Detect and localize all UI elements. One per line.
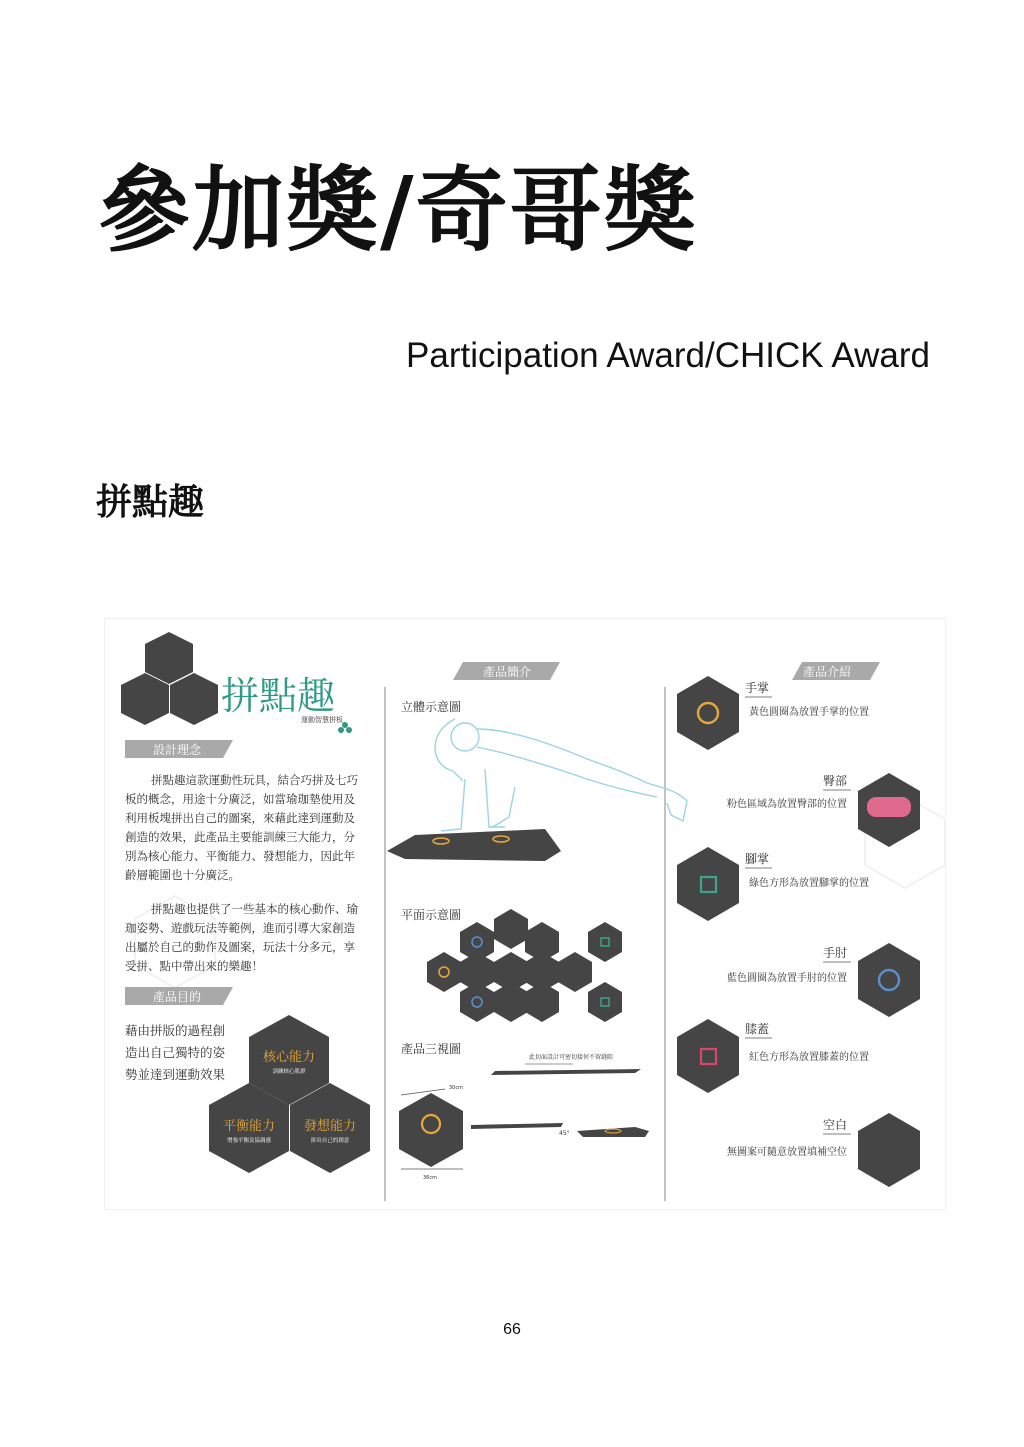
purpose-line: 勢並達到運動效果 — [125, 1067, 226, 1082]
purpose-label: 產品目的 — [153, 990, 202, 1004]
blank-hex — [858, 1113, 920, 1187]
page-subtitle: Participation Award/CHICK Award — [406, 336, 930, 375]
concept-line: 別為核心能力、平衡能力、發想能力，因此年 — [125, 849, 355, 863]
elbow-name: 手肘 — [823, 946, 848, 960]
view3d-label: 立體示意圖 — [401, 700, 462, 714]
hip-name: 臀部 — [823, 774, 848, 788]
idea-ability-sub: 拼出自己的創意 — [310, 1138, 350, 1144]
design-concept-label: 設計理念 — [153, 743, 202, 757]
page-title: 參加獎/奇哥獎 — [98, 157, 698, 264]
concept-line: 出屬於自己的動作及圖案，玩法十分多元，享 — [125, 940, 355, 954]
plan-honeycomb — [427, 909, 622, 1022]
blank-name: 空白 — [823, 1118, 848, 1132]
foot-name: 腳掌 — [745, 852, 770, 866]
elbow-desc: 藍色圓圈為放置手肘的位置 — [727, 973, 847, 984]
concept-line: 創造的效果，此產品主要能訓練三大能力，分 — [125, 830, 355, 844]
section-title: 拼點趣 — [96, 482, 205, 523]
hip-desc: 粉色區域為放置臀部的位置 — [727, 799, 847, 810]
logo-hexes — [121, 632, 218, 725]
page-number: 66 — [503, 1321, 521, 1338]
mat-3d — [387, 829, 561, 861]
purpose-text — [125, 1023, 226, 1082]
concept-line: 板的概念，用途十分廣泛，如當瑜珈墊使用及 — [125, 792, 355, 806]
ability-hexes — [209, 1015, 370, 1173]
foot-hex — [677, 847, 739, 921]
palm-desc: 黃色圓圈為放置手掌的位置 — [749, 707, 869, 718]
knee-hex — [677, 1019, 739, 1093]
balance-ability-title: 平衡能力 — [222, 1119, 276, 1134]
balance-ability-sub: 增強平衡及協調感 — [226, 1138, 272, 1144]
intro-label: 產品簡介 — [483, 665, 532, 679]
blank-desc: 無圖案可隨意放置填補空位 — [727, 1147, 847, 1158]
foot-desc: 綠色方形為放置腳掌的位置 — [749, 878, 869, 889]
logo-text: 拼點趣 — [221, 674, 336, 718]
product-poster — [104, 618, 946, 1210]
palm-hex — [677, 676, 739, 750]
cut-note: 此切面設計可密切接何不留縫隙 — [529, 1054, 614, 1061]
concept-line: 珈姿勢、遊戲玩法等範例，進而引導大家創造 — [125, 921, 355, 935]
knee-name: 膝蓋 — [745, 1022, 770, 1036]
hip-marker-icon — [867, 797, 911, 817]
knee-desc: 紅色方形為放置膝蓋的位置 — [749, 1052, 869, 1063]
idea-ability-title: 發想能力 — [303, 1119, 357, 1134]
plan-label: 平面示意圖 — [401, 908, 462, 922]
core-ability-title: 核心能力 — [262, 1050, 316, 1065]
logo-subtext: 運動智慧拼板 — [301, 716, 343, 724]
dim-width: 36cm — [423, 1175, 437, 1181]
poster-graphic — [105, 619, 945, 1209]
top-view-hex — [399, 1093, 463, 1167]
three-view-label: 產品三視圖 — [401, 1042, 462, 1056]
dim-line — [401, 1089, 445, 1095]
angle-label: 45° — [559, 1130, 570, 1137]
concept-line: 拼點趣這款運動性玩具，結合巧拼及七巧 — [151, 773, 358, 787]
concept-line: 受拼、點中帶出來的樂趣！ — [125, 959, 263, 973]
front-view — [471, 1123, 563, 1129]
concept-line: 齡層範圍也十分廣泛。 — [125, 868, 240, 882]
dim-height: 30cm — [449, 1085, 463, 1091]
design-concept-text — [125, 773, 358, 973]
product-label: 產品介紹 — [803, 665, 852, 679]
purpose-line: 造出自己獨特的姿 — [125, 1045, 226, 1060]
elbow-hex — [858, 943, 920, 1017]
purpose-line: 藉由拼版的過程創 — [125, 1023, 226, 1038]
side-view — [491, 1069, 641, 1075]
concept-line: 拼點趣也提供了一些基本的核心動作、瑜 — [151, 902, 358, 916]
palm-name: 手掌 — [745, 681, 770, 695]
concept-line: 利用板塊拼出自己的圖案，來藉此達到運動及 — [125, 811, 355, 825]
pushup-figure-illustration — [435, 719, 687, 831]
core-ability-sub: 訓練核心肌群 — [272, 1069, 306, 1075]
